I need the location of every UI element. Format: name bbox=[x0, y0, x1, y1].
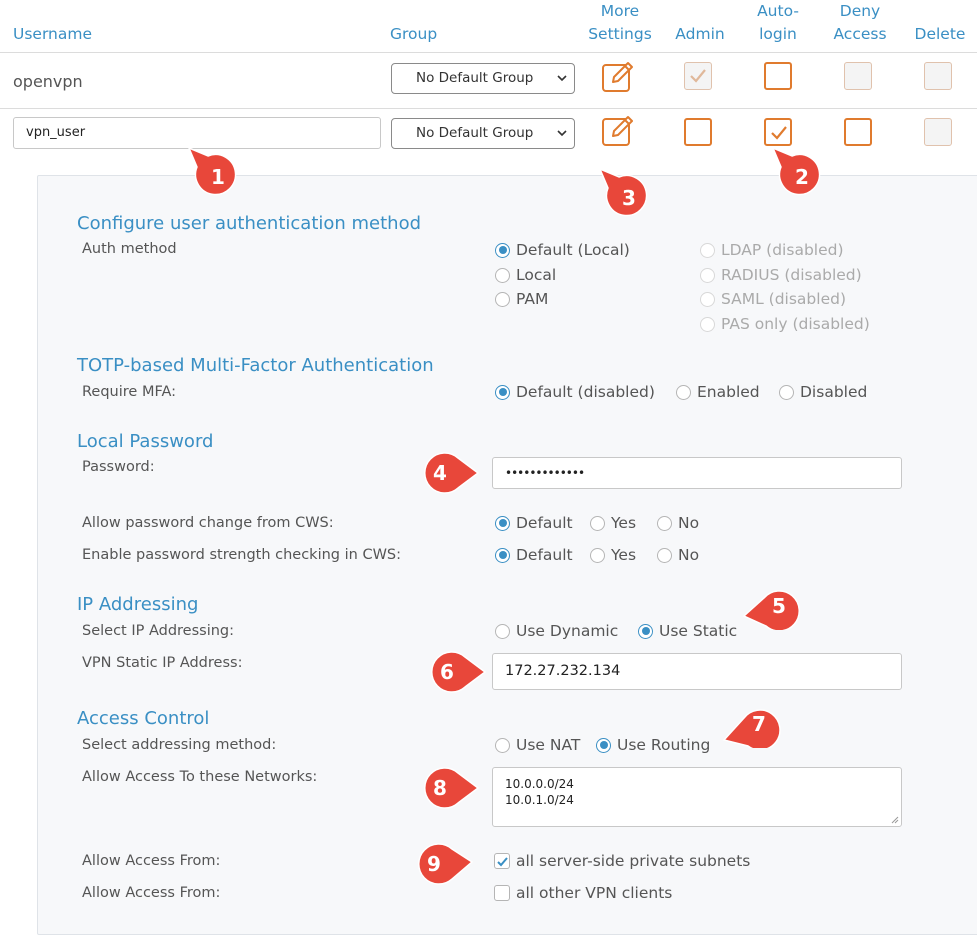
row2-group-select[interactable] bbox=[391, 118, 575, 149]
network-line: 10.0.0.0/24 bbox=[505, 777, 574, 791]
header-admin: Admin bbox=[675, 25, 725, 43]
option-label: Use Routing bbox=[617, 736, 711, 754]
option-label: Default bbox=[516, 514, 573, 532]
radio bbox=[779, 385, 794, 400]
callout-number: 7 bbox=[752, 712, 766, 736]
row1-autologin-checkbox[interactable] bbox=[764, 62, 792, 90]
option-label: No bbox=[678, 514, 700, 532]
callout-number: 3 bbox=[622, 186, 636, 210]
auth-option-label: Default (Local) bbox=[516, 241, 630, 259]
header-autologin-line1: Auto- bbox=[757, 2, 799, 20]
header-delete: Delete bbox=[914, 25, 966, 43]
radio-selected bbox=[596, 738, 611, 753]
access-radio-nat[interactable] bbox=[495, 736, 580, 754]
auth-radio-local[interactable] bbox=[495, 266, 556, 284]
chevron-down-icon bbox=[557, 74, 567, 82]
static-ip-input[interactable]: 172.27.232.134 bbox=[492, 653, 902, 690]
checkbox bbox=[494, 885, 510, 901]
header-deny-access bbox=[822, 0, 898, 46]
callout-badge-8 bbox=[418, 766, 480, 810]
radio-selected bbox=[638, 624, 653, 639]
row2-autologin-checkbox[interactable] bbox=[764, 118, 792, 146]
callout-number: 4 bbox=[433, 461, 447, 485]
row2-group-value: No Default Group bbox=[416, 125, 534, 141]
option-label: Default bbox=[516, 546, 573, 564]
callout-number: 1 bbox=[211, 165, 225, 189]
callout-shape bbox=[418, 451, 480, 495]
mfa-option-label: Disabled bbox=[800, 383, 868, 401]
radio-selected bbox=[495, 548, 510, 563]
mfa-option-label: Default (disabled) bbox=[516, 383, 655, 401]
networks-label: Allow Access To these Networks: bbox=[82, 769, 318, 785]
password-change-label: Allow password change from CWS: bbox=[82, 515, 334, 531]
callout-badge-3 bbox=[597, 166, 653, 220]
pw-change-radio-default[interactable] bbox=[495, 514, 573, 532]
callout-number: 2 bbox=[795, 165, 809, 189]
header-autologin bbox=[745, 0, 811, 46]
callout-shape bbox=[412, 842, 474, 886]
chevron-down-icon bbox=[557, 129, 567, 137]
callout-number: 5 bbox=[772, 594, 786, 618]
callout-badge-2 bbox=[770, 145, 828, 199]
networks-textarea[interactable] bbox=[492, 767, 902, 827]
callout-shape bbox=[418, 766, 480, 810]
row1-username: openvpn bbox=[13, 72, 83, 91]
radio-selected bbox=[495, 243, 510, 258]
check-icon bbox=[769, 123, 789, 143]
option-label: Use Static bbox=[659, 622, 738, 640]
header-more-settings bbox=[580, 0, 660, 46]
row2-edit-settings-icon[interactable] bbox=[601, 114, 635, 148]
auth-method-label: Auth method bbox=[82, 241, 177, 257]
radio bbox=[495, 292, 510, 307]
mfa-radio-disabled[interactable] bbox=[779, 383, 867, 401]
pw-strength-radio-yes[interactable] bbox=[590, 546, 636, 564]
radio bbox=[495, 624, 510, 639]
radio bbox=[700, 243, 715, 258]
row-divider bbox=[0, 108, 977, 109]
option-label: Use Dynamic bbox=[516, 622, 619, 640]
auth-radio-pam[interactable] bbox=[495, 290, 548, 308]
mfa-option-label: Enabled bbox=[697, 383, 760, 401]
radio bbox=[700, 292, 715, 307]
radio bbox=[590, 516, 605, 531]
option-label: Yes bbox=[611, 514, 637, 532]
password-strength-label: Enable password strength checking in CWS: bbox=[82, 547, 401, 563]
callout-number: 9 bbox=[427, 852, 441, 876]
header-more-settings-line2: Settings bbox=[588, 25, 652, 43]
header-more-settings-line1: More bbox=[600, 2, 640, 20]
radio bbox=[590, 548, 605, 563]
password-input[interactable]: ••••••••••••• bbox=[492, 457, 902, 489]
auth-option-label: Local bbox=[516, 266, 557, 284]
row1-admin-checkbox bbox=[684, 62, 712, 90]
auth-radio-radius bbox=[700, 266, 862, 284]
auth-option-label: PAS only (disabled) bbox=[721, 315, 870, 333]
row1-deny-checkbox bbox=[844, 62, 872, 90]
static-ip-label: VPN Static IP Address: bbox=[82, 655, 243, 671]
access-from-label-2: Allow Access From: bbox=[82, 885, 221, 901]
header-deny-access-line2: Access bbox=[833, 25, 887, 43]
row2-delete-checkbox bbox=[924, 118, 952, 146]
row1-group-value: No Default Group bbox=[416, 70, 534, 86]
access-section-title: Access Control bbox=[77, 708, 210, 729]
pw-strength-radio-no[interactable] bbox=[657, 546, 699, 564]
auth-section-title: Configure user authentication method bbox=[77, 213, 422, 234]
access-method-label: Select addressing method: bbox=[82, 737, 277, 753]
row2-deny-checkbox[interactable] bbox=[844, 118, 872, 146]
mfa-section-title: TOTP-based Multi-Factor Authentication bbox=[77, 355, 434, 376]
option-label: Use NAT bbox=[516, 736, 581, 754]
row1-delete-checkbox bbox=[924, 62, 952, 90]
radio bbox=[676, 385, 691, 400]
option-label: all server-side private subnets bbox=[516, 852, 751, 870]
radio bbox=[700, 317, 715, 332]
radio bbox=[657, 516, 672, 531]
auth-option-label: PAM bbox=[516, 290, 549, 308]
radio bbox=[495, 268, 510, 283]
access-from-label-1: Allow Access From: bbox=[82, 853, 221, 869]
resize-handle-icon[interactable] bbox=[891, 816, 899, 824]
callout-badge-4 bbox=[418, 451, 480, 495]
network-line: 10.0.1.0/24 bbox=[505, 793, 574, 807]
auth-radio-default-local[interactable] bbox=[495, 241, 630, 259]
header-group: Group bbox=[390, 25, 438, 43]
callout-badge-1 bbox=[186, 145, 242, 199]
row1-edit-settings-icon[interactable] bbox=[601, 60, 635, 94]
auth-option-label: RADIUS (disabled) bbox=[721, 266, 862, 284]
auth-option-label: LDAP (disabled) bbox=[721, 241, 844, 259]
option-label: all other VPN clients bbox=[516, 884, 673, 902]
auth-option-label: SAML (disabled) bbox=[721, 290, 846, 308]
row2-username-input[interactable]: vpn_user bbox=[13, 117, 381, 149]
checkbox bbox=[494, 853, 510, 869]
callout-number: 6 bbox=[440, 660, 454, 684]
callout-number: 8 bbox=[433, 776, 447, 800]
header-deny-access-line1: Deny bbox=[839, 2, 881, 20]
pw-change-radio-no[interactable] bbox=[657, 514, 699, 532]
header-autologin-line2: login bbox=[759, 25, 797, 43]
row2-admin-checkbox[interactable] bbox=[684, 118, 712, 146]
radio bbox=[657, 548, 672, 563]
ip-radio-dynamic[interactable] bbox=[495, 622, 618, 640]
callout-badge-6 bbox=[425, 650, 487, 694]
password-label: Password: bbox=[82, 459, 155, 475]
mfa-label: Require MFA: bbox=[82, 384, 177, 400]
radio bbox=[700, 268, 715, 283]
callout-badge-5 bbox=[742, 586, 804, 630]
auth-radio-ldap bbox=[700, 241, 844, 259]
mfa-radio-enabled[interactable] bbox=[676, 383, 760, 401]
option-label: No bbox=[678, 546, 700, 564]
access-from-server-subnets-checkbox[interactable] bbox=[494, 852, 750, 870]
header-username: Username bbox=[13, 25, 93, 43]
check-icon bbox=[688, 66, 708, 86]
ip-select-label: Select IP Addressing: bbox=[82, 623, 235, 639]
check-icon bbox=[496, 855, 509, 868]
pw-change-radio-yes[interactable] bbox=[590, 514, 636, 532]
mfa-radio-default[interactable] bbox=[495, 383, 655, 401]
row1-group-select[interactable] bbox=[391, 63, 575, 94]
auth-radio-pas-only bbox=[700, 315, 870, 333]
radio bbox=[495, 738, 510, 753]
callout-shape bbox=[425, 650, 487, 694]
callout-badge-9 bbox=[412, 842, 474, 886]
auth-radio-saml bbox=[700, 290, 846, 308]
callout-badge-7 bbox=[722, 704, 784, 748]
radio-selected bbox=[495, 385, 510, 400]
header-divider bbox=[0, 52, 977, 53]
access-radio-routing[interactable] bbox=[596, 736, 710, 754]
ip-section-title: IP Addressing bbox=[77, 594, 199, 615]
radio-selected bbox=[495, 516, 510, 531]
password-section-title: Local Password bbox=[77, 431, 214, 452]
option-label: Yes bbox=[611, 546, 637, 564]
pw-strength-radio-default[interactable] bbox=[495, 546, 573, 564]
access-from-vpn-clients-checkbox[interactable] bbox=[494, 884, 672, 902]
ip-radio-static[interactable] bbox=[638, 622, 737, 640]
